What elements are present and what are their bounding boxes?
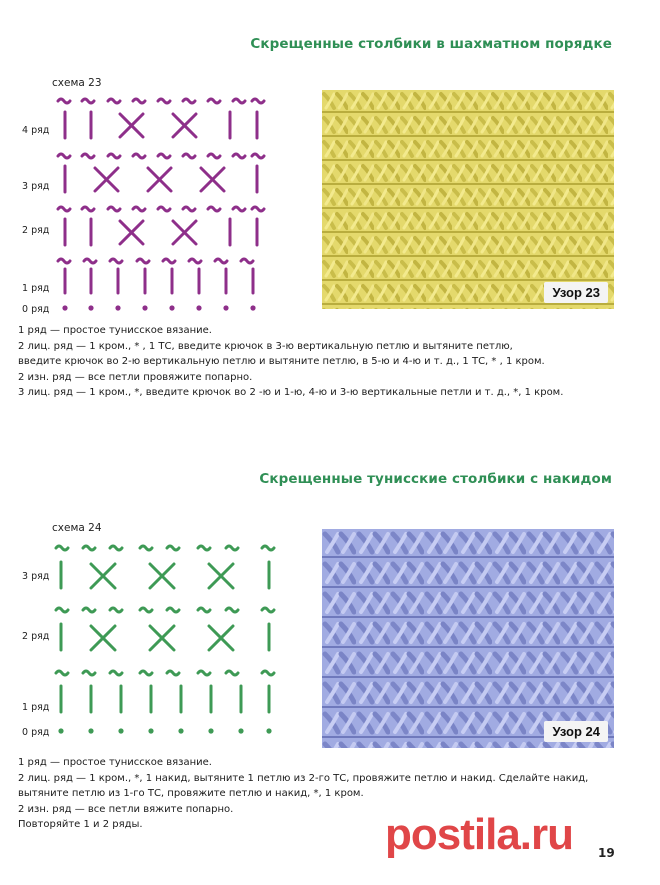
scheme-24-diagram (0, 0, 320, 760)
row-3-tildes (56, 546, 274, 550)
instruction-line: 2 изн. ряд — все петли вяжите попарно. (18, 803, 234, 815)
row-label-1: 1 ряд (22, 702, 50, 713)
instruction-line: 1 ряд — простое тунисское вязание. (18, 757, 212, 768)
instruction-line: 2 лиц. ряд — 1 кром., *, 1 накид, вытяните 1 петлю из 2-го ТС, провяжите петлю и накид. Сделайте накид, (18, 772, 589, 784)
row-label-3: 3 ряд (22, 571, 50, 582)
pattern-24-badge: Узор 24 (544, 721, 608, 742)
instruction-line: вытяните петлю из 1-го ТС, провяжите петлю и накид, *, 1 кром. (18, 788, 364, 800)
postila-watermark: postila.ru (385, 810, 574, 859)
row-label-2: 2 ряд (22, 225, 50, 236)
row-label-2: 2 ряд (22, 631, 50, 642)
scheme-24-label: схема 24 (52, 522, 102, 534)
instruction-line: 1 ряд — простое тунисское вязание. (18, 325, 212, 336)
row-label-3: 3 ряд (22, 181, 50, 192)
yellow-knit-texture (322, 90, 614, 309)
pattern-23-badge: Узор 23 (544, 282, 608, 303)
row-label-0: 0 ряд (22, 304, 50, 315)
instruction-line: 3 лиц. ряд — 1 кром., *, введите крючок во 2 -ю и 1-ю, 4-ю и 3-ю вертикальные петли и т. д., *, 1 кром. (18, 387, 564, 399)
instruction-line: введите крючок во 2-ю вертикальную петлю и вытяните петлю, в 5-ю и 4-ю и т. д., 1 ТС, * , 1 кром. (18, 356, 545, 368)
row-label-4: 4 ряд (22, 125, 50, 136)
row-0-dots (58, 728, 271, 733)
row-1-tildes (56, 671, 274, 675)
scheme-23-label: схема 23 (52, 77, 102, 89)
section-1-title: Скрещенные столбики в шахматном порядке (250, 36, 612, 52)
row-label-0: 0 ряд (22, 727, 50, 738)
blue-knit-texture (322, 529, 614, 748)
row-2-stitches (61, 624, 269, 650)
row-label-1: 1 ряд (22, 283, 50, 294)
instruction-line: 2 изн. ряд — все петли провяжите попарно. (18, 371, 253, 383)
pattern-24-photo (322, 529, 614, 748)
pattern-23-photo (322, 90, 614, 309)
instruction-line: 2 лиц. ряд — 1 кром., * , 1 ТС, введите крючок в 3-ю вертикальную петлю и вытяните петлю, (18, 340, 513, 352)
instruction-line: Повторяйте 1 и 2 ряды. (18, 819, 143, 831)
row-1-stitches (61, 686, 269, 712)
row-3-stitches (61, 562, 269, 588)
page-number: 19 (598, 846, 615, 860)
section-2-title: Скрещенные тунисские столбики с накидом (259, 471, 612, 487)
row-2-tildes (56, 608, 274, 612)
